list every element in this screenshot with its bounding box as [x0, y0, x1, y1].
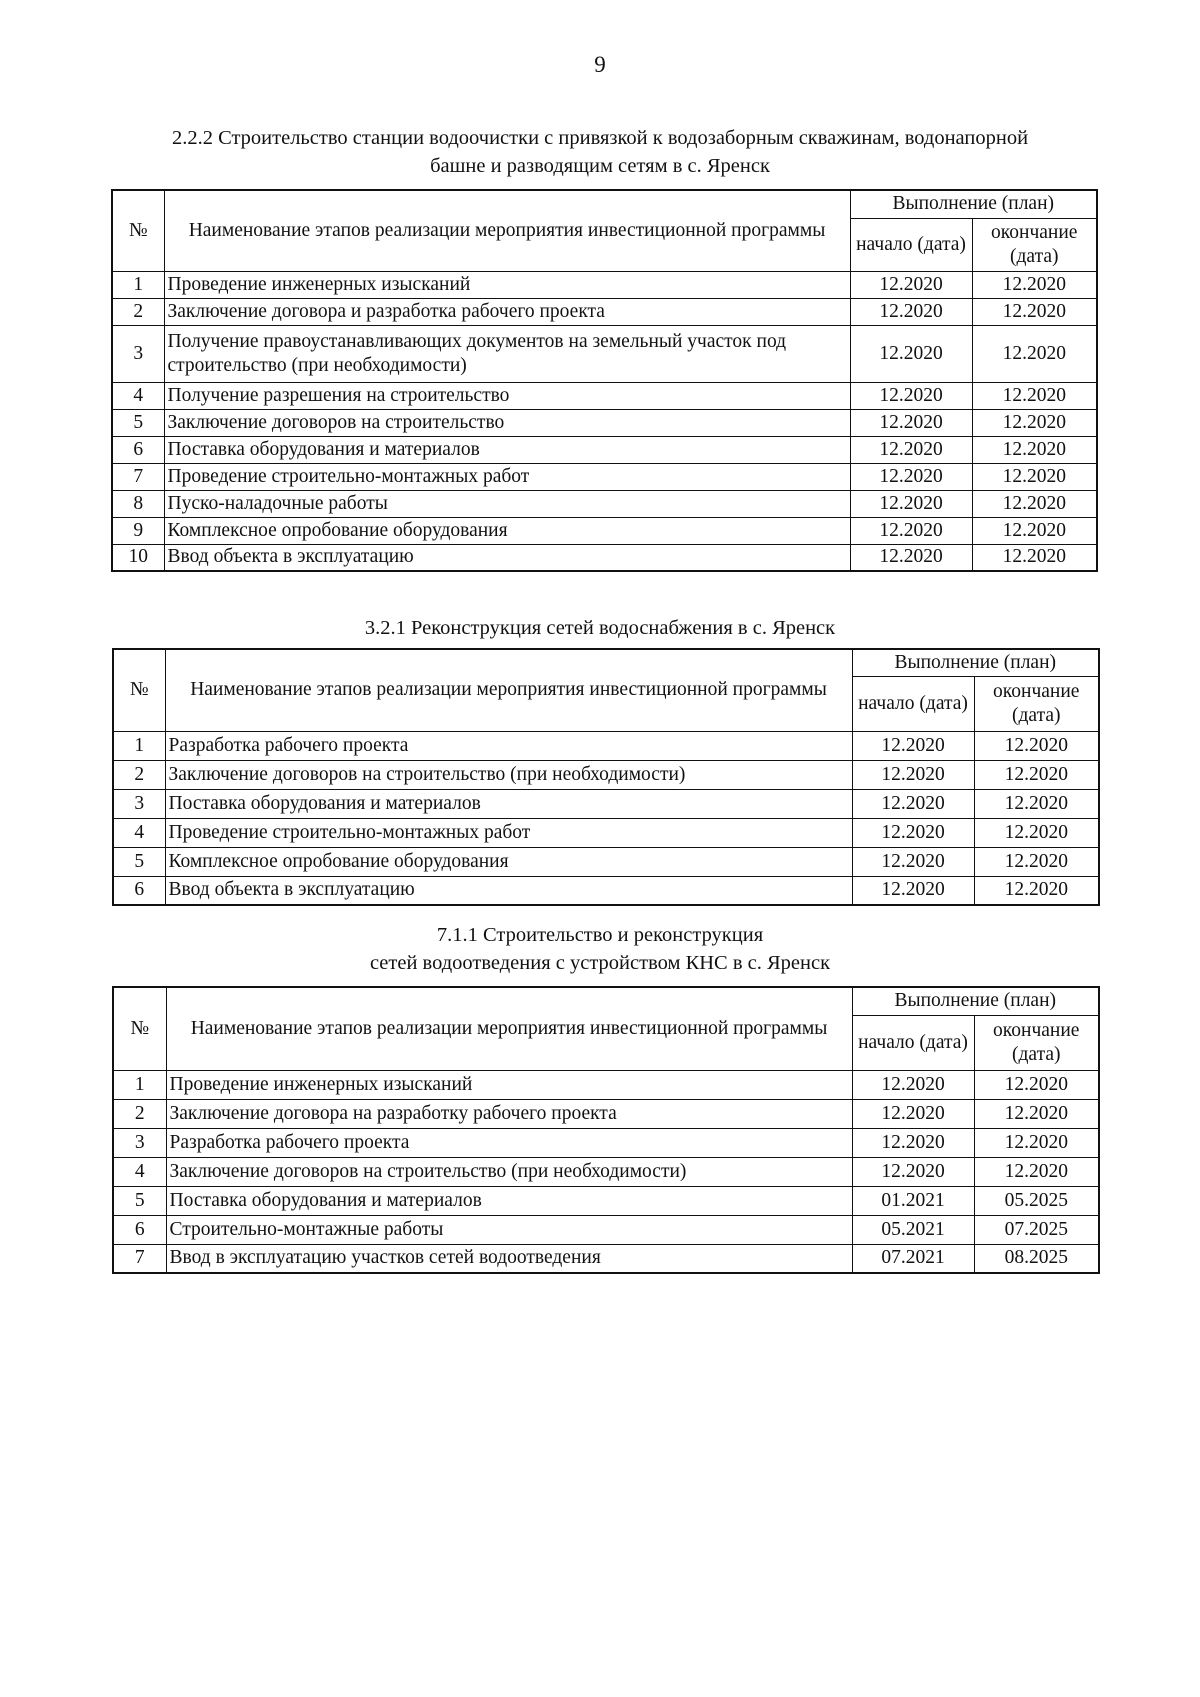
start-date: 12.2020 — [850, 382, 972, 409]
stage-name: Проведение инженерных изысканий — [164, 271, 850, 298]
start-date: 12.2020 — [852, 847, 974, 876]
stage-name: Получение правоустанавливающих документов на земельный участок под строительство (при необходимости) — [164, 325, 850, 382]
start-date: 12.2020 — [850, 409, 972, 436]
start-date: 05.2021 — [852, 1215, 974, 1244]
row-number: 1 — [113, 1070, 166, 1099]
stage-name: Комплексное опробование оборудования — [165, 847, 852, 876]
stage-name: Разработка рабочего проекта — [165, 731, 852, 760]
stage-name: Пуско-наладочные работы — [164, 490, 850, 517]
header-execution: Выполнение (план) — [850, 190, 1097, 218]
row-number: 2 — [113, 1099, 166, 1128]
header-start: начало (дата) — [852, 1015, 974, 1070]
header-end: окончание (дата) — [972, 218, 1097, 271]
start-date: 12.2020 — [850, 271, 972, 298]
section-title-line: 3.2.1 Реконструкция сетей водоснабжения в с. Яренск — [364, 617, 836, 639]
end-date: 12.2020 — [972, 325, 1097, 382]
end-date: 12.2020 — [974, 1157, 1099, 1186]
end-date: 05.2025 — [974, 1186, 1099, 1215]
end-date: 12.2020 — [972, 463, 1097, 490]
start-date: 12.2020 — [852, 760, 974, 789]
row-number: 2 — [112, 298, 164, 325]
header-name: Наименование этапов реализации мероприятия инвестиционной программы — [164, 190, 850, 271]
header-execution: Выполнение (план) — [852, 649, 1099, 676]
section-title-3-2-1 — [110, 614, 1090, 642]
stage-name: Заключение договоров на строительство — [164, 409, 850, 436]
section-title-2-2-2 — [110, 124, 1090, 180]
stage-name: Поставка оборудования и материалов — [166, 1186, 852, 1215]
row-number: 5 — [113, 1186, 166, 1215]
end-date: 12.2020 — [974, 847, 1099, 876]
start-date: 12.2020 — [850, 436, 972, 463]
end-date: 07.2025 — [974, 1215, 1099, 1244]
row-number: 8 — [112, 490, 164, 517]
start-date: 12.2020 — [850, 544, 972, 571]
row-number: 7 — [112, 463, 164, 490]
end-date: 12.2020 — [972, 544, 1097, 571]
end-date: 12.2020 — [972, 436, 1097, 463]
stage-name: Проведение инженерных изысканий — [166, 1070, 852, 1099]
section-title-7-1-1 — [110, 921, 1090, 977]
stage-name: Разработка рабочего проекта — [166, 1128, 852, 1157]
start-date: 12.2020 — [852, 1157, 974, 1186]
plan-table-2-2-2 — [111, 189, 1098, 572]
end-date: 12.2020 — [972, 490, 1097, 517]
stage-name: Заключение договоров на строительство (при необходимости) — [165, 760, 852, 789]
start-date: 12.2020 — [850, 490, 972, 517]
stage-name: Получение разрешения на строительство — [164, 382, 850, 409]
start-date: 07.2021 — [852, 1244, 974, 1273]
end-date: 12.2020 — [974, 1070, 1099, 1099]
row-number: 3 — [113, 1128, 166, 1157]
row-number: 3 — [112, 325, 164, 382]
row-number: 6 — [113, 1215, 166, 1244]
header-start: начало (дата) — [852, 676, 974, 731]
start-date: 12.2020 — [850, 298, 972, 325]
section-title-line: сетей водоотведения с устройством КНС в с. Яренск — [369, 952, 831, 974]
start-date: 12.2020 — [850, 463, 972, 490]
header-end: окончание (дата) — [974, 676, 1099, 731]
section-title-line: 2.2.2 Строительство станции водоочистки с привязкой к водозаборным скважинам, водонапорной — [171, 127, 1029, 149]
row-number: 1 — [113, 731, 165, 760]
stage-name: Ввод объекта в эксплуатацию — [165, 876, 852, 905]
end-date: 12.2020 — [974, 876, 1099, 905]
row-number: 6 — [113, 876, 165, 905]
start-date: 12.2020 — [852, 876, 974, 905]
row-number: 1 — [112, 271, 164, 298]
start-date: 12.2020 — [852, 1128, 974, 1157]
row-number: 4 — [113, 1157, 166, 1186]
stage-name: Поставка оборудования и материалов — [165, 789, 852, 818]
stage-name: Строительно-монтажные работы — [166, 1215, 852, 1244]
stage-name: Заключение договора и разработка рабочего проекта — [164, 298, 850, 325]
end-date: 12.2020 — [972, 298, 1097, 325]
plan-table-3-2-1 — [112, 648, 1100, 906]
start-date: 12.2020 — [852, 731, 974, 760]
plan-table-7-1-1 — [112, 986, 1100, 1274]
end-date: 12.2020 — [972, 271, 1097, 298]
start-date: 12.2020 — [852, 1099, 974, 1128]
start-date: 12.2020 — [850, 325, 972, 382]
end-date: 12.2020 — [972, 409, 1097, 436]
start-date: 12.2020 — [852, 789, 974, 818]
end-date: 12.2020 — [974, 1099, 1099, 1128]
row-number: 5 — [113, 847, 165, 876]
start-date: 01.2021 — [852, 1186, 974, 1215]
end-date: 12.2020 — [974, 731, 1099, 760]
end-date: 08.2025 — [974, 1244, 1099, 1273]
stage-name: Заключение договора на разработку рабочего проекта — [166, 1099, 852, 1128]
row-number: 7 — [113, 1244, 166, 1273]
header-execution: Выполнение (план) — [852, 987, 1099, 1015]
header-num: № — [112, 190, 164, 271]
stage-name: Поставка оборудования и материалов — [164, 436, 850, 463]
row-number: 5 — [112, 409, 164, 436]
header-num: № — [113, 649, 165, 731]
row-number: 10 — [112, 544, 164, 571]
end-date: 12.2020 — [972, 517, 1097, 544]
end-date: 12.2020 — [974, 818, 1099, 847]
row-number: 2 — [113, 760, 165, 789]
header-start: начало (дата) — [850, 218, 972, 271]
page-number: 9 — [594, 52, 606, 77]
row-number: 9 — [112, 517, 164, 544]
header-name: Наименование этапов реализации мероприятия инвестиционной программы — [165, 649, 852, 731]
row-number: 3 — [113, 789, 165, 818]
row-number: 6 — [112, 436, 164, 463]
end-date: 12.2020 — [974, 1128, 1099, 1157]
header-name: Наименование этапов реализации мероприятия инвестиционной программы — [166, 987, 852, 1070]
stage-name: Заключение договоров на строительство (при необходимости) — [166, 1157, 852, 1186]
row-number: 4 — [113, 818, 165, 847]
row-number: 4 — [112, 382, 164, 409]
stage-name: Проведение строительно-монтажных работ — [165, 818, 852, 847]
header-num: № — [113, 987, 166, 1070]
stage-name: Комплексное опробование оборудования — [164, 517, 850, 544]
stage-name: Ввод в эксплуатацию участков сетей водоотведения — [166, 1244, 852, 1273]
section-title-line: башне и разводящим сетям в с. Яренск — [430, 155, 770, 177]
end-date: 12.2020 — [974, 760, 1099, 789]
stage-name: Проведение строительно-монтажных работ — [164, 463, 850, 490]
start-date: 12.2020 — [852, 1070, 974, 1099]
section-title-line: 7.1.1 Строительство и реконструкция — [436, 924, 764, 946]
stage-name: Ввод объекта в эксплуатацию — [164, 544, 850, 571]
header-end: окончание (дата) — [974, 1015, 1099, 1070]
start-date: 12.2020 — [850, 517, 972, 544]
start-date: 12.2020 — [852, 818, 974, 847]
end-date: 12.2020 — [972, 382, 1097, 409]
end-date: 12.2020 — [974, 789, 1099, 818]
